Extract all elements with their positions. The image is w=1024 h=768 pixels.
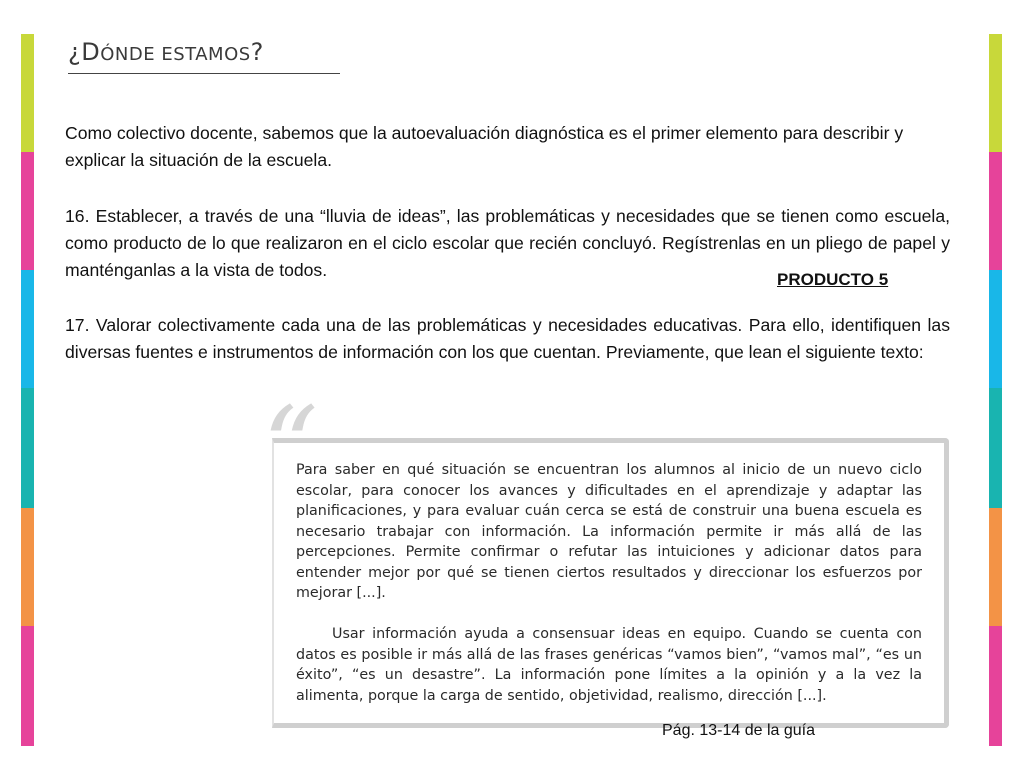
item-16-paragraph: 16. Establecer, a través de una “lluvia de ideas”, las problemáticas y necesidades que se tienen como escuela, como producto de lo que realizaron en el ciclo escolar que recién concluyó. Regístrenlas en un pliego de papel y manténganlas a la vista de todos.	[65, 206, 950, 280]
item-17-paragraph: 17. Valorar colectivamente cada una de las problemáticas y necesidades educativas. Para ello, identifiquen las diversas fuentes e instrumentos de información con los que cuentan. Previamente, que lean el siguiente texto:	[65, 315, 950, 362]
stripe	[989, 34, 1002, 152]
page-reference: Pág. 13-14 de la guía	[662, 722, 816, 739]
stripe	[989, 152, 1002, 270]
quotation-mark-icon: “	[262, 383, 319, 511]
stripe	[21, 152, 34, 270]
quote-paragraph-1: Para saber en qué situación se encuentran los alumnos al inicio de un nuevo ciclo escolar, para conocer los avances y dificultades en el aprendizaje y adaptar las planificaciones, y para evaluar cuán cerca se está de construir una buena escuela es necesario trabajar con información. La información permite ir más allá de las percepciones. Permite confirmar o refutar las intuiciones y adicionar datos para entender mejor por qué se tienen ciertos resultados y direccionar los esfuerzos por mejorar [...].	[296, 462, 922, 601]
stripe	[989, 626, 1002, 746]
intro-paragraph: Como colectivo docente, sabemos que la autoevaluación diagnóstica es el primer elemento para describir y explicar la situación de la escuela.	[65, 123, 904, 170]
title-underline	[68, 73, 340, 74]
title-suffix: ?	[250, 38, 264, 66]
stripe	[21, 508, 34, 626]
stripe	[21, 270, 34, 388]
title-prefix: ¿	[68, 38, 82, 66]
title-rest: ÓNDE ESTAMOS	[100, 44, 251, 65]
quote-paragraph-2: Usar información ayuda a consensuar ideas en equipo. Cuando se cuenta con datos es posible ir más allá de las frases genéricas “vamos bien”, “vamos mal”, “es un éxito”, “es un desastre”. La información pone límites a la opinión y a la vez la alimenta, porque la carga de sentido, objetividad, realismo, dirección [...].	[296, 626, 922, 704]
stripe	[21, 388, 34, 508]
stripe	[21, 626, 34, 746]
stripe	[989, 270, 1002, 388]
stripe	[989, 508, 1002, 626]
stripe	[21, 34, 34, 152]
producto-label: PRODUCTO 5	[777, 270, 889, 289]
title-initial: D	[81, 38, 101, 66]
stripe	[989, 388, 1002, 508]
page-title	[68, 38, 264, 66]
